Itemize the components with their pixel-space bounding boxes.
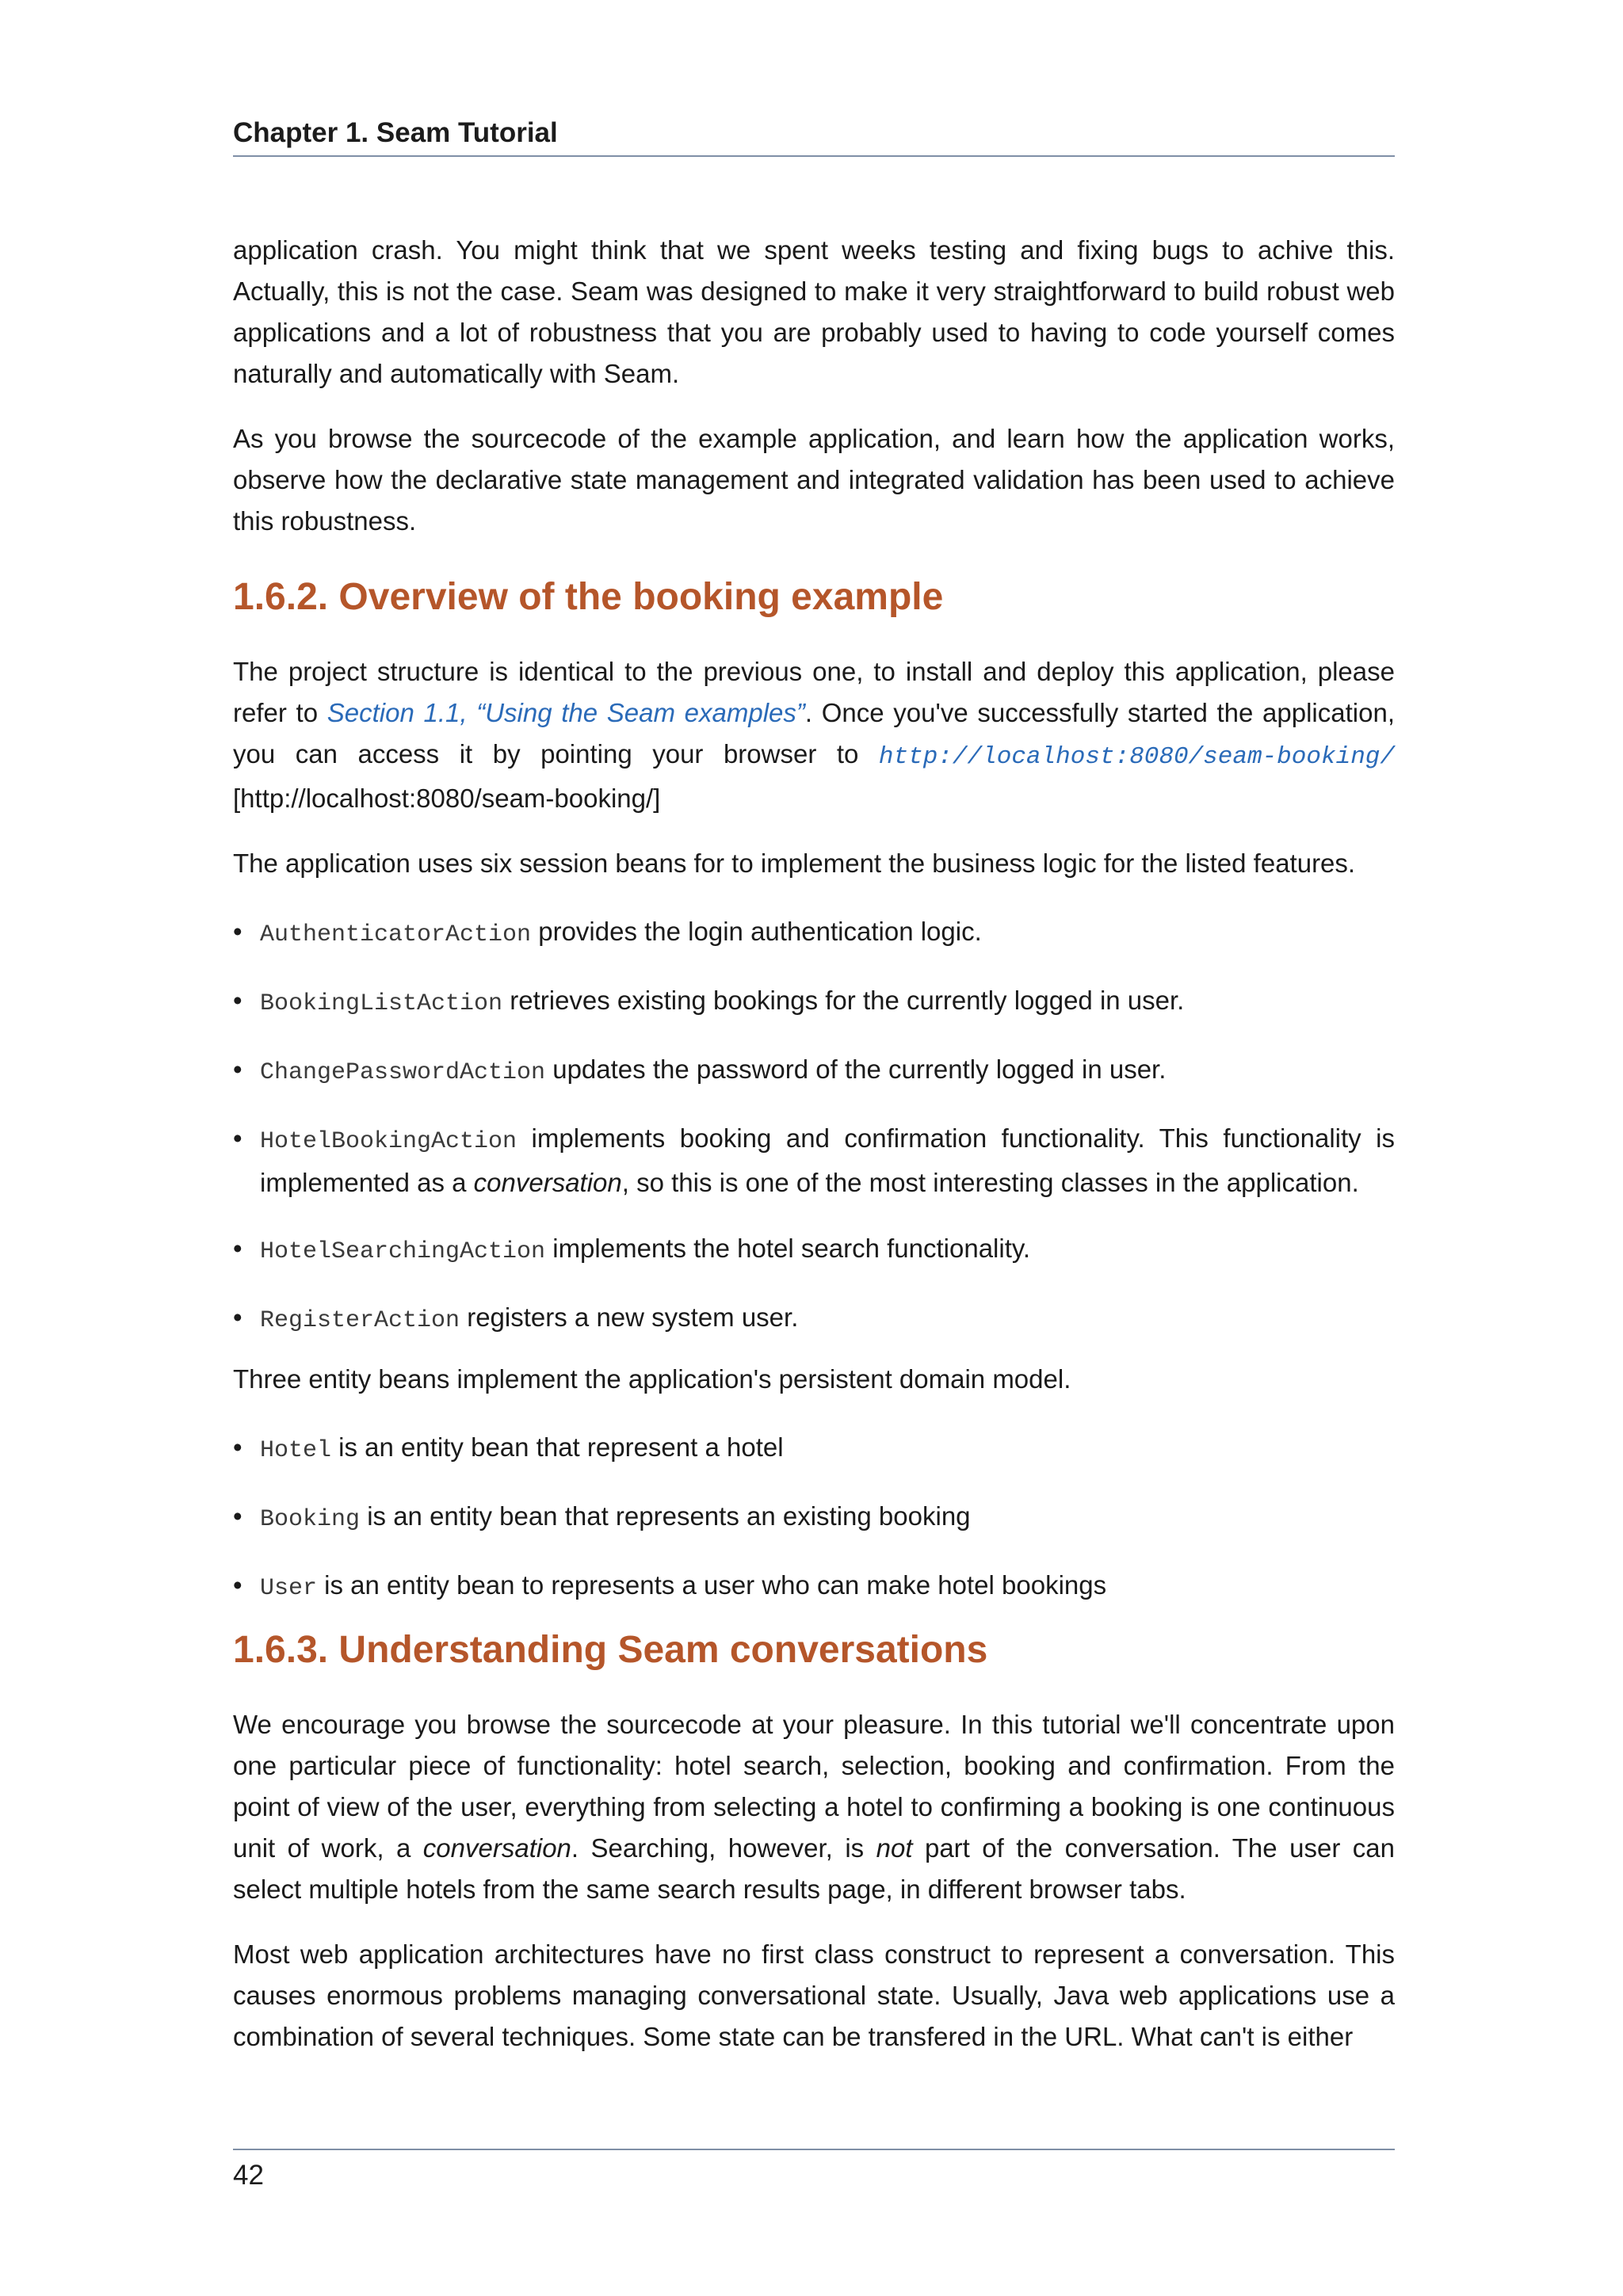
entity-beans-list (233, 1427, 1395, 1609)
bullet-icon: • (233, 1302, 242, 1332)
list-item (233, 1297, 1395, 1341)
item-text-tail: , so this is one of the most interesting classes in the application. (621, 1168, 1359, 1197)
class-name: User (260, 1575, 318, 1602)
item-emphasis: conversation (473, 1168, 622, 1197)
list-item (233, 980, 1395, 1024)
bullet-icon: • (233, 1570, 242, 1600)
intro-paragraph-1: application crash. You might think that we spent weeks testing and fixing bugs to achive this. Actually, this is not the case. Seam was designed to make it very straightforward to build robust web applications and a lot of robustness that you are probably used to having to code yourself comes naturally and automatically with Seam. (233, 235, 1395, 388)
list-item (233, 1228, 1395, 1272)
bullet-icon: • (233, 1432, 242, 1462)
list-item (233, 1427, 1395, 1471)
class-name: RegisterAction (260, 1307, 460, 1334)
emphasis-not: not (876, 1833, 913, 1863)
class-name: HotelBookingAction (260, 1128, 517, 1155)
section-heading-1-6-3: 1.6.3. Understanding Seam conversations (233, 1629, 988, 1671)
bullet-icon: • (233, 986, 242, 1015)
item-text: provides the login authentication logic. (531, 917, 982, 946)
list-item (233, 1049, 1395, 1093)
entity-beans-intro: Three entity beans implement the application's persistent domain model. (233, 1364, 1071, 1394)
class-name: Booking (260, 1506, 361, 1533)
session-beans-intro: The application uses six session beans for to implement the business logic for the listed features. (233, 849, 1356, 878)
item-text: implements booking and confirmation functionality. This functionality is implemented as a (260, 1123, 1395, 1197)
item-text: is an entity bean that represent a hotel (331, 1432, 784, 1462)
bullet-icon: • (233, 1123, 242, 1153)
intro-paragraph-2: As you browse the sourcecode of the example application, and learn how the application works, observe how the declarative state management and integrated validation has been used to achieve this robustness. (233, 424, 1395, 536)
emphasis-conversation: conversation (422, 1833, 571, 1863)
seam-booking-url-link[interactable]: http://localhost:8080/seam-booking/ (878, 743, 1395, 771)
item-text: is an entity bean that represents an existing booking (360, 1501, 971, 1531)
conversations-paragraph-1 (233, 1704, 1395, 1910)
header-rule (233, 155, 1395, 157)
list-item (233, 1496, 1395, 1540)
paragraph-text: We encourage you browse the sourcecode at your pleasure. In this tutorial we'll concentrate upon one particular piece of functionality: hotel search, selection, booking and confirmation. From the point of view of the user, everything from selecting a hotel to confirming a booking is one continuous unit of work, a (233, 1710, 1395, 1863)
running-header: Chapter 1. Seam Tutorial (233, 117, 558, 148)
item-text: registers a new system user. (460, 1302, 799, 1332)
class-name: Hotel (260, 1437, 332, 1464)
paragraph-text: part of the conversation. The user can select multiple hotels from the same search results page, in different browser tabs. (233, 1833, 1395, 1904)
footer-rule (233, 2149, 1395, 2150)
item-text: is an entity bean to represents a user who can make hotel bookings (317, 1570, 1107, 1600)
section-1-1-link[interactable]: Section 1.1, “Using the Seam examples” (327, 698, 805, 727)
bullet-icon: • (233, 1501, 242, 1531)
bullet-icon: • (233, 917, 242, 946)
paragraph-text: The project structure is identical to the previous one, to install and deploy this application, please refer to (233, 657, 1395, 727)
paragraph-text: . Searching, however, is (571, 1833, 876, 1863)
section-heading-1-6-2: 1.6.2. Overview of the booking example (233, 576, 944, 618)
class-name: BookingListAction (260, 990, 503, 1017)
list-item (233, 1565, 1395, 1609)
session-beans-list (233, 911, 1395, 1341)
class-name: AuthenticatorAction (260, 921, 532, 948)
page-number: 42 (233, 2160, 264, 2191)
bullet-icon: • (233, 1234, 242, 1263)
booking-overview-paragraph (233, 651, 1395, 819)
conversations-paragraph-2: Most web application architectures have no first class construct to represent a conversation. This causes enormous problems managing conversational state. Usually, Java web applications use a combination of several techniques. Some state can be transfered in the URL. What can't is either (233, 1939, 1395, 2051)
bullet-icon: • (233, 1055, 242, 1084)
paragraph-text: . Once you've successfully started the application, you can access it by pointing your browser to (233, 698, 1395, 769)
list-item (233, 911, 1395, 955)
class-name: ChangePasswordAction (260, 1059, 546, 1086)
item-text: updates the password of the currently logged in user. (545, 1055, 1167, 1084)
item-text: retrieves existing bookings for the currently logged in user. (502, 986, 1185, 1015)
item-text: implements the hotel search functionality. (545, 1234, 1031, 1263)
list-item (233, 1118, 1395, 1203)
url-footnote-text: [http://localhost:8080/seam-booking/] (233, 784, 661, 813)
class-name: HotelSearchingAction (260, 1238, 546, 1265)
page-body (233, 230, 1395, 2058)
